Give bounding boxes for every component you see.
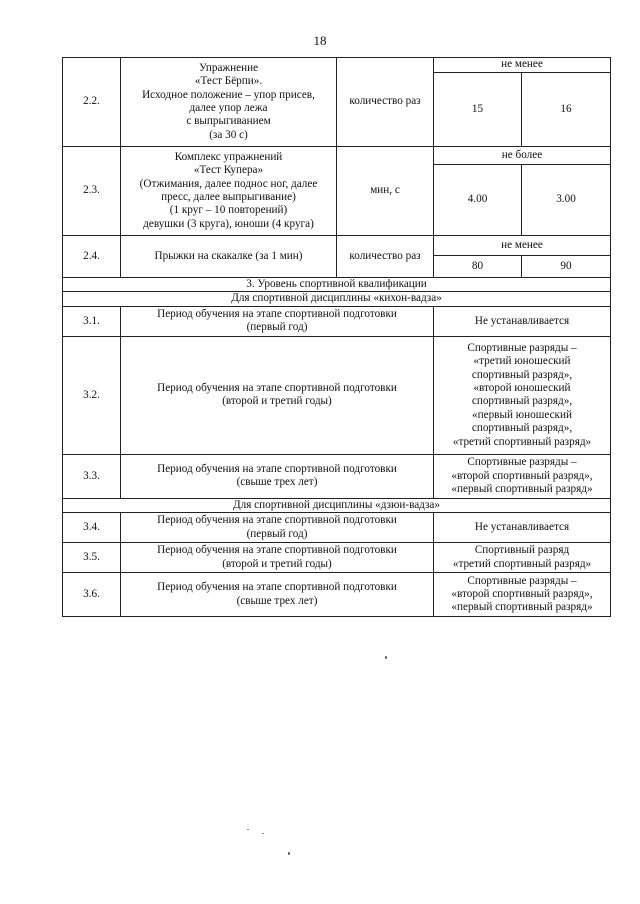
period-name [121,454,434,498]
cell-text-line: «третий спортивный разряд» [452,435,592,448]
cell-text-line: Спортивные разряды – [467,341,577,354]
cell-text-line: Период обучения на этапе спортивной подготовки [157,307,397,320]
group-header-row [63,292,611,306]
exercise-name [121,147,337,236]
cell-text-line: Период обучения на этапе спортивной подготовки [157,462,397,475]
cell-text-line: Спортивный разряд [474,544,570,557]
cell-text-line: спортивный разряд», [471,395,573,408]
scan-speck [262,833,264,834]
row-number: 2.3. [63,147,121,236]
value-boys: 90 [522,256,611,278]
period-name [121,573,434,617]
period-name [121,513,434,543]
section-header-row [63,278,611,292]
cell-text-line: Период обучения на этапе спортивной подготовки [157,381,397,394]
qualification-value [434,454,611,498]
table-row [63,573,611,617]
period-name [121,543,434,573]
cell-text-line: «второй юношеский [473,381,571,394]
cell-text-line: «первый юношеский [472,408,572,421]
row-number: 3.2. [63,336,121,454]
table-row [63,513,611,543]
table-row [63,336,611,454]
period-name [121,336,434,454]
table-row [63,58,611,73]
condition-cell: не менее [434,58,611,73]
cell-text-line: Прыжки на скакалке (за 1 мин) [154,249,303,262]
cell-text-line: «первый спортивный разряд» [451,483,593,496]
cell-text-line: «первый спортивный разряд» [451,601,593,614]
cell-text-line: Исходное положение – упор присев, [142,88,315,101]
row-number: 3.5. [63,543,121,573]
table-row [63,454,611,498]
cell-text-line: (первый год) [246,527,308,540]
qualification-value [434,513,611,543]
cell-text-line: «второй спортивный разряд», [451,469,593,482]
scan-speck [288,852,290,855]
cell-text-line: Спортивные разряды – [467,574,577,587]
table-row [63,236,611,256]
cell-text-line: «второй спортивный разряд», [451,588,593,601]
group-title: Для спортивной дисциплины «кихон-вадза» [63,292,611,306]
row-number: 2.4. [63,236,121,278]
cell-text-line: Период обучения на этапе спортивной подготовки [157,544,397,557]
row-number: 3.6. [63,573,121,617]
cell-text-line: девушки (3 круга), юноши (4 круга) [143,217,314,230]
row-number: 3.4. [63,513,121,543]
table-row [63,543,611,573]
condition-cell: не более [434,147,611,165]
unit-cell: количество раз [337,236,434,278]
cell-text-line: Спортивные разряды – [467,456,577,469]
cell-text-line: с выпрыгиванием [186,115,271,128]
cell-text-line: далее упор лежа [189,102,268,114]
value-girls: 4.00 [434,165,522,236]
cell-text-line: (первый год) [246,321,308,334]
cell-text-line: Упражнение [198,61,259,74]
exercise-name [121,58,337,147]
scan-speck [247,829,249,830]
cell-text-line: (свыше трех лет) [236,594,318,607]
cell-text-line: (Отжимания, далее поднос ног, далее [139,177,318,190]
cell-text-line: (второй и третий годы) [222,395,332,408]
table-row [63,306,611,336]
row-number: 3.3. [63,454,121,498]
condition-cell: не менее [434,236,611,256]
value-boys: 3.00 [522,165,611,236]
value-girls: 80 [434,256,522,278]
exercise-name [121,236,337,278]
unit-cell: мин, с [337,147,434,236]
section-title: 3. Уровень спортивной квалификации [63,278,611,292]
value-girls: 15 [434,72,522,147]
cell-text-line: Не устанавливается [474,314,570,327]
unit-cell: количество раз [337,58,434,147]
cell-text-line: Период обучения на этапе спортивной подготовки [157,581,397,594]
cell-text-line: «третий юношеский [473,355,571,368]
cell-text-line: «Тест Бёрпи». [194,75,263,88]
cell-text-line: «Тест Купера» [193,164,264,177]
cell-text-line: пресс, далее выпрыгивание) [161,191,296,203]
cell-text-line: Комплекс упражнений [174,150,283,163]
cell-text-line: (второй и третий годы) [222,557,332,570]
row-number: 2.2. [63,58,121,147]
group-title: Для спортивной дисциплины «дзюи-вадза» [63,498,611,512]
table-row [63,147,611,165]
cell-text-line: Не устанавливается [474,521,570,534]
cell-text-line: (свыше трех лет) [236,476,318,489]
period-name [121,306,434,336]
row-number: 3.1. [63,306,121,336]
cell-text-line: (за 30 с) [209,128,248,141]
scan-speck [385,656,387,659]
group-header-row [63,498,611,512]
cell-text-line: «третий спортивный разряд» [452,557,592,570]
standards-table [62,57,611,617]
cell-text-line: спортивный разряд», [471,422,573,435]
qualification-value [434,573,611,617]
cell-text-line: (1 круг – 10 повторений) [169,204,288,217]
value-boys: 16 [522,72,611,147]
qualification-value [434,543,611,573]
cell-text-line: Период обучения на этапе спортивной подготовки [157,514,397,527]
page-number: 18 [313,33,327,48]
qualification-value [434,306,611,336]
qualification-value [434,336,611,454]
cell-text-line: спортивный разряд», [471,368,573,381]
